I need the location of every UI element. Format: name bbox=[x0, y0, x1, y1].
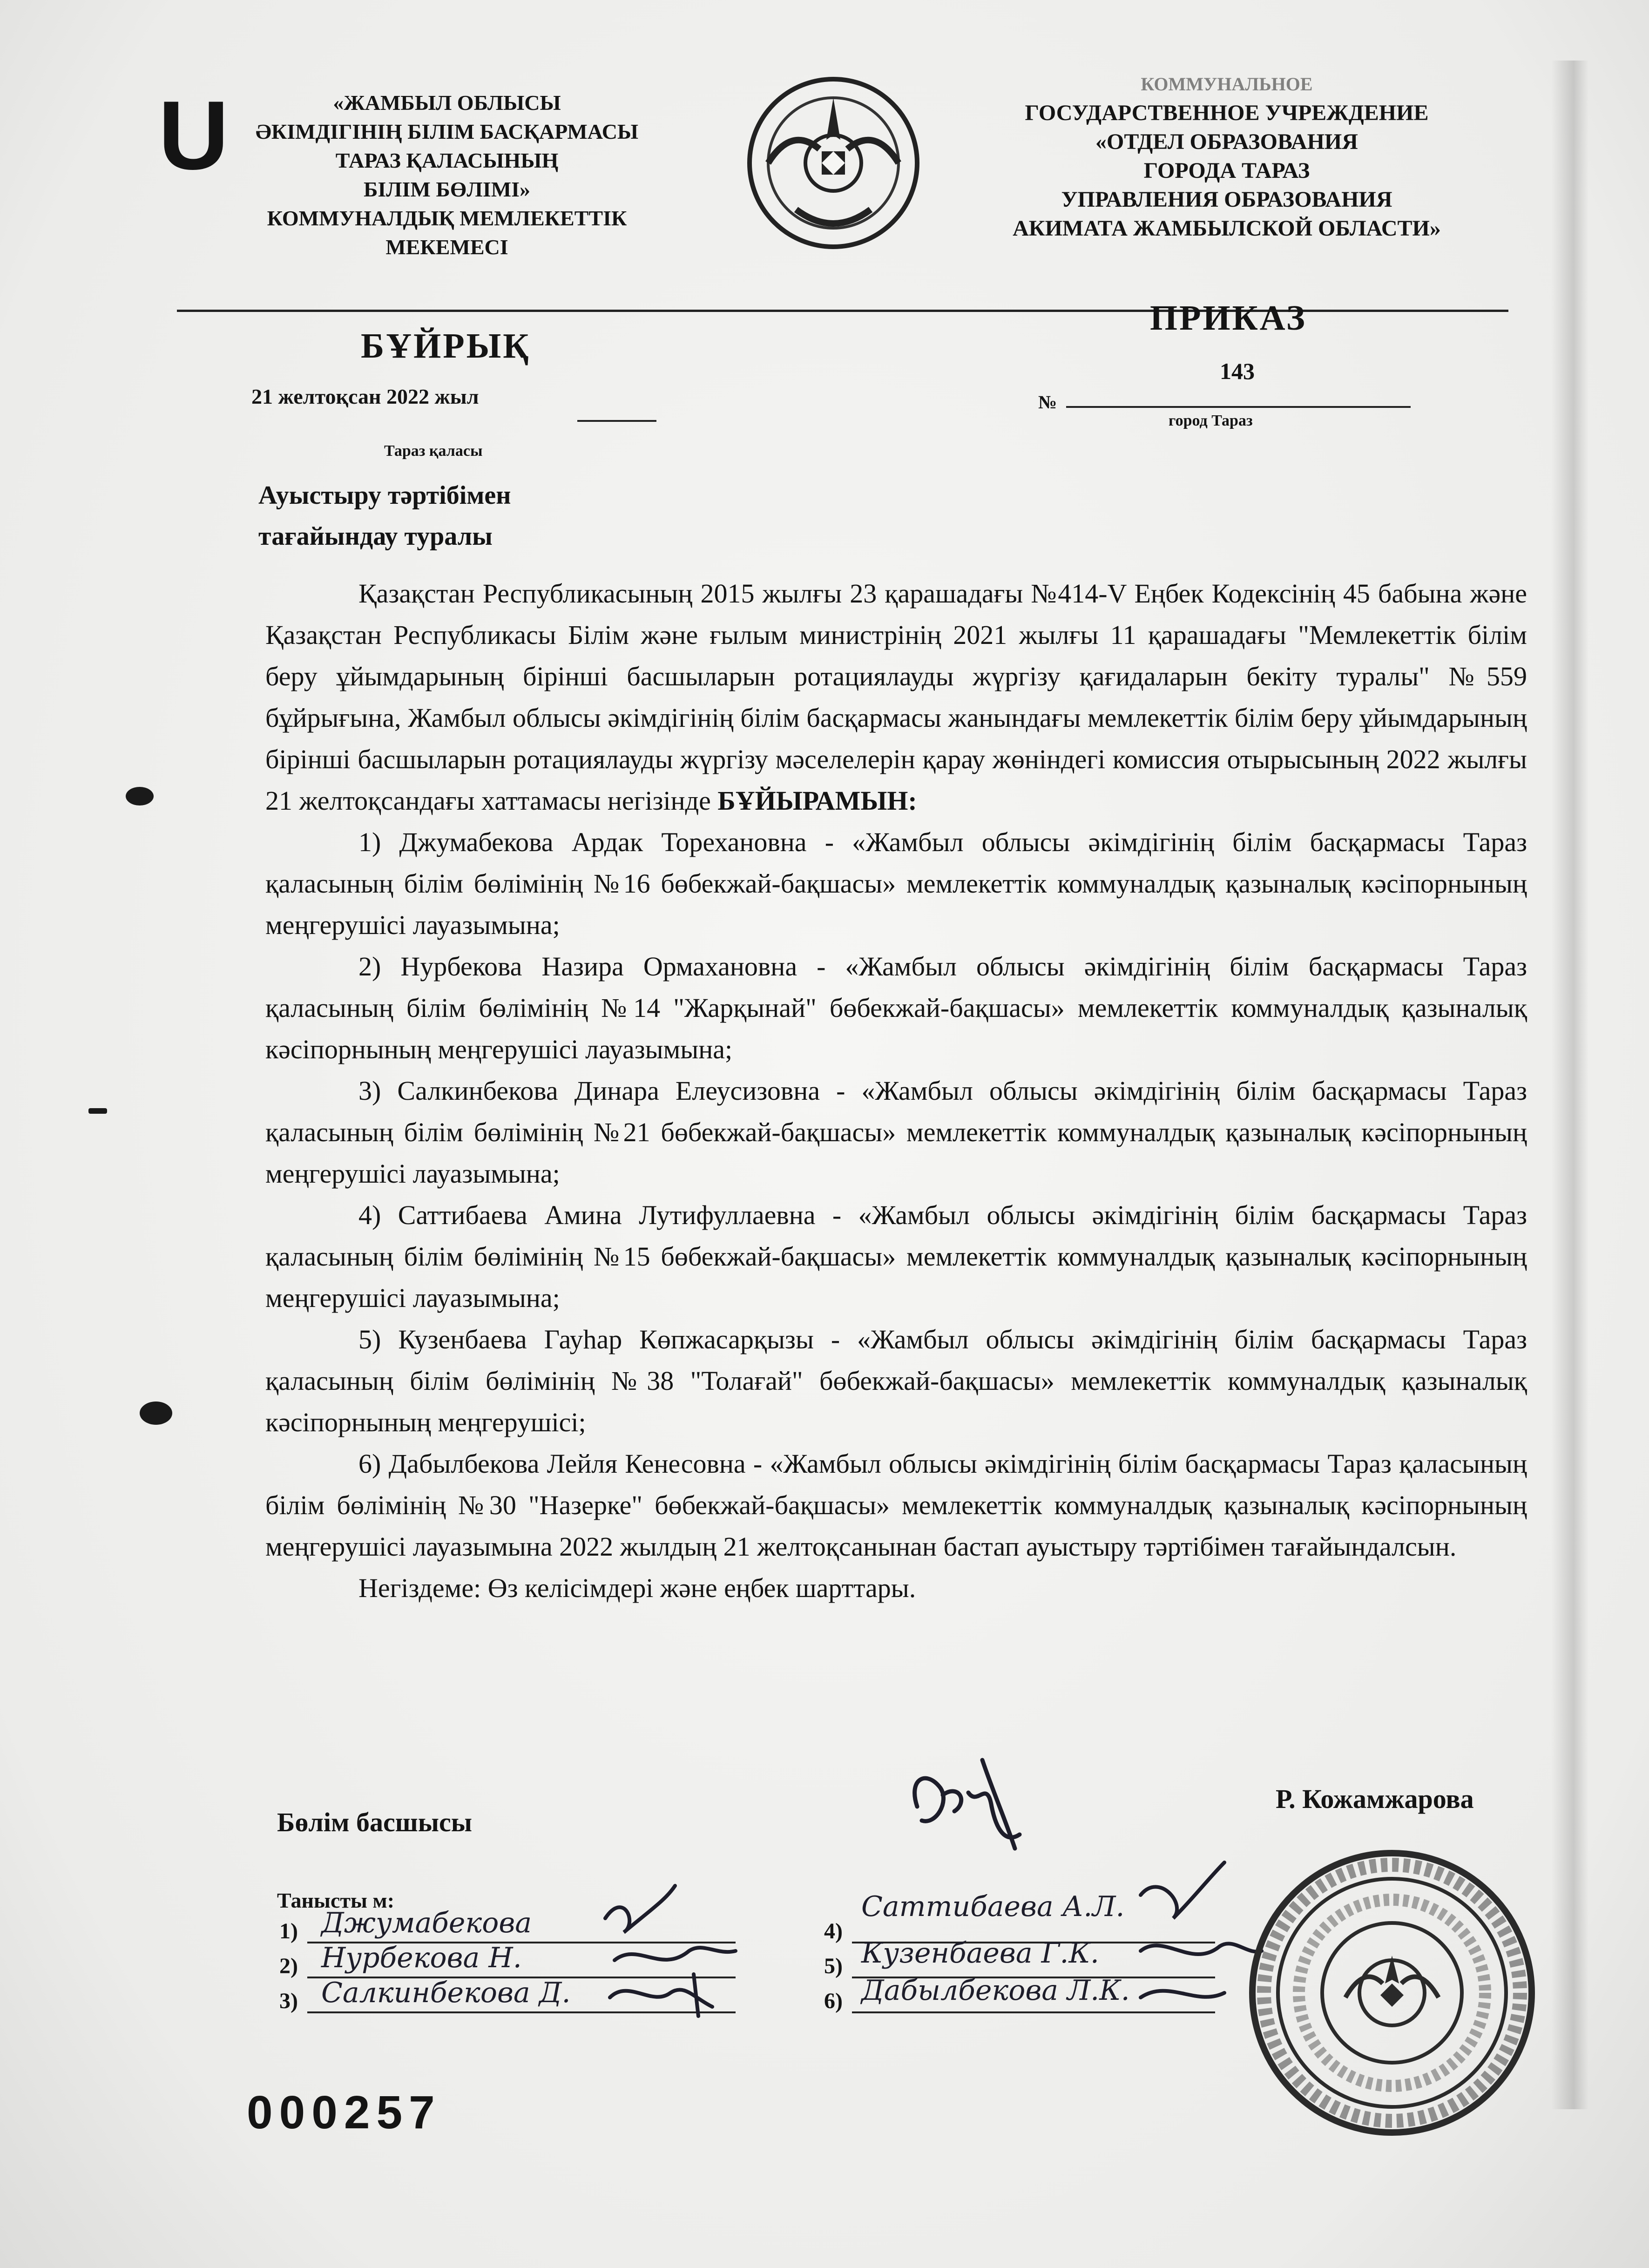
preamble bbox=[265, 573, 1527, 821]
ack-handwriting: Саттибаева А.Л. bbox=[861, 1890, 1125, 1923]
official-seal-icon bbox=[1243, 1844, 1541, 2142]
ack-signatures-left bbox=[596, 1881, 750, 2021]
acknowledgement-title: Танысты м: bbox=[277, 1889, 395, 1912]
header-russian bbox=[968, 70, 1485, 243]
date-underline bbox=[577, 420, 656, 422]
order-title-russian: ПРИКАЗ bbox=[1150, 298, 1307, 338]
order-body bbox=[265, 573, 1527, 1609]
city-kazakh: Тараз қаласы bbox=[384, 442, 483, 460]
number-underline bbox=[1066, 406, 1411, 408]
ack-handwriting: Джумабекова bbox=[321, 1907, 532, 1939]
order-item: 5) Кузенбаева Гауһар Көпжасарқызы - «Жамбыл облысы әкімдігінің білім басқармасы Тараз қаласының білім бөлімінің №38 "Толағай" бөбекжай-бақшасы» мемлекеттік коммуналдық қазыналық кәсіпорнының меңгерушісі; bbox=[265, 1324, 1527, 1437]
header-russian-line: ГОРОДА ТАРАЗ bbox=[1143, 158, 1310, 183]
state-emblem-icon bbox=[740, 70, 926, 256]
scan-blot bbox=[140, 1401, 172, 1425]
ack-handwriting: Салкинбекова Д. bbox=[321, 1977, 571, 2009]
order-item: 1) Джумабекова Ардак Тореханoвна - «Жамбыл облысы әкімдігінің білім басқармасы Тараз қаласының білім бөлімінің №16 бөбекжай-бақшасы» мемлекеттік коммуналдық қазыналық кәсіпорнының меңгерушісі лауазымына; bbox=[265, 827, 1527, 940]
ack-row-number: 4) bbox=[824, 1919, 843, 1943]
order-number-prefix: № bbox=[1038, 392, 1057, 413]
header-rule bbox=[177, 310, 1508, 312]
header-russian-line: ГОСУДАРСТВЕННОЕ УЧРЕЖДЕНИЕ bbox=[1025, 101, 1429, 125]
order-number: 143 bbox=[1220, 358, 1255, 384]
subject-line: тағайындау туралы bbox=[258, 522, 493, 551]
document-serial-number: 000257 bbox=[247, 2086, 441, 2139]
ack-row-number: 5) bbox=[824, 1954, 843, 1978]
header-russian-line: «ОТДЕЛ ОБРАЗОВАНИЯ bbox=[1095, 129, 1358, 154]
ack-row-number: 6) bbox=[824, 1989, 843, 2013]
ack-row-number: 3) bbox=[279, 1989, 298, 2013]
order-item: 2) Нурбекова Назира Ормахановна - «Жамбыл облысы әкімдігінің білім басқармасы Тараз қаласының білім бөлімінің №14 "Жарқынай" бөбекжай-бақшасы» мемлекеттік коммуналдық қазыналық кәсіпорнының меңгерушісі лауазымына; bbox=[265, 951, 1527, 1064]
order-word: БҰЙЫРАМЫН: bbox=[717, 785, 917, 816]
header-kazakh bbox=[223, 88, 670, 262]
order-item: 6) Дабылбекова Лейля Кенесовна - «Жамбыл облысы әкімдігінің білім басқармасы Тараз қаласының білім бөлімінің №30 "Назерке" бөбекжай-бақшасы» мемлекеттік коммуналдық қазыналық кәсіпорнының меңгерушісі лауазымына 2022 жылдың 21 желтоқсанынан бастап ауыстыру тәртібімен тағайындалсын. bbox=[265, 1449, 1527, 1562]
subject-line: Ауыстыру тәртібімен bbox=[258, 481, 511, 510]
handwritten-signature bbox=[899, 1751, 1052, 1858]
header-kazakh-line: ӘКІМДІГІНІҢ БІЛІМ БАСҚАРМАСЫ bbox=[255, 120, 639, 143]
header-mark: U bbox=[158, 81, 229, 190]
order-subject bbox=[258, 475, 511, 557]
header-kazakh-line: КОММУНАЛДЫҚ МЕМЛЕКЕТТІК bbox=[267, 206, 627, 230]
header-kazakh-line: БІЛІМ БӨЛІМІ» bbox=[363, 177, 531, 201]
header-russian-line: КОММУНАЛЬНОЕ bbox=[1141, 74, 1313, 95]
signer-position: Бөлім басшысы bbox=[277, 1807, 473, 1837]
scan-blot bbox=[126, 787, 154, 806]
ack-row-number: 2) bbox=[279, 1954, 298, 1978]
scan-shadow bbox=[1551, 61, 1588, 2109]
order-item: 4) Саттибаева Амина Лутифуллаевна - «Жамбыл облысы әкімдігінің білім басқармасы Тараз қаласының білім бөлімінің №15 бөбекжай-бақшасы» мемлекеттік коммуналдық қазыналық кәсіпорнының меңгерушісі лауазымына; bbox=[265, 1200, 1527, 1313]
ack-handwriting: Кузенбаева Г.К. bbox=[861, 1937, 1099, 1970]
ack-row-number: 1) bbox=[279, 1919, 298, 1943]
ack-handwriting: Дабылбекова Л.К. bbox=[861, 1974, 1130, 2007]
city-russian: город Тараз bbox=[1169, 412, 1253, 429]
signer-name: Р. Кожамжарова bbox=[1276, 1784, 1474, 1814]
ack-handwriting: Нурбекова Н. bbox=[321, 1942, 522, 1974]
order-title-kazakh: БҰЙРЫҚ bbox=[361, 326, 531, 366]
order-basis: Негіздеме: Өз келісімдері және еңбек шарттары. bbox=[358, 1573, 916, 1603]
header-kazakh-line: «ЖАМБЫЛ ОБЛЫСЫ bbox=[333, 91, 561, 115]
preamble-text: Қазақстан Республикасының 2015 жылғы 23 қарашадағы №414-V Еңбек Кодексінің 45 бабына және Қазақстан Республикасы Білім және ғылым министрінің 2021 жылғы 11 қарашадағы "Мемлекеттік білім беру ұйымдарының бірінші басшыларын ротациялауды жүргізу қағидаларын бекіту туралы" №559 бұйрығына, Жамбыл облысы әкімдігінің білім басқармасы жанындағы мемлекеттік білім беру ұйымдарының бірінші басшыларын ротациялауды жүргізу мәселелерін қарау жөніндегі комиссия отырысының 2022 жылғы 21 желтоқсандағы хаттамасы негізінде bbox=[265, 578, 1527, 816]
header-kazakh-line: МЕКЕМЕСІ bbox=[385, 235, 508, 259]
header-russian-line: УПРАВЛЕНИЯ ОБРАЗОВАНИЯ bbox=[1061, 187, 1392, 212]
order-item: 3) Салкинбекова Динара Елеусизовна - «Жамбыл облысы әкімдігінің білім басқармасы Тараз қаласының білім бөлімінің №21 бөбекжай-бақшасы» мемлекеттік коммуналдық қазыналық кәсіпорнының меңгерушісі лауазымына; bbox=[265, 1076, 1527, 1189]
header-kazakh-line: ТАРАЗ ҚАЛАСЫНЫҢ bbox=[335, 149, 559, 172]
scan-blot bbox=[88, 1108, 107, 1114]
header-russian-line: АКИМАТА ЖАМБЫЛСКОЙ ОБЛАСТИ» bbox=[1013, 216, 1441, 241]
order-date: 21 желтоқсан 2022 жыл bbox=[251, 385, 479, 408]
